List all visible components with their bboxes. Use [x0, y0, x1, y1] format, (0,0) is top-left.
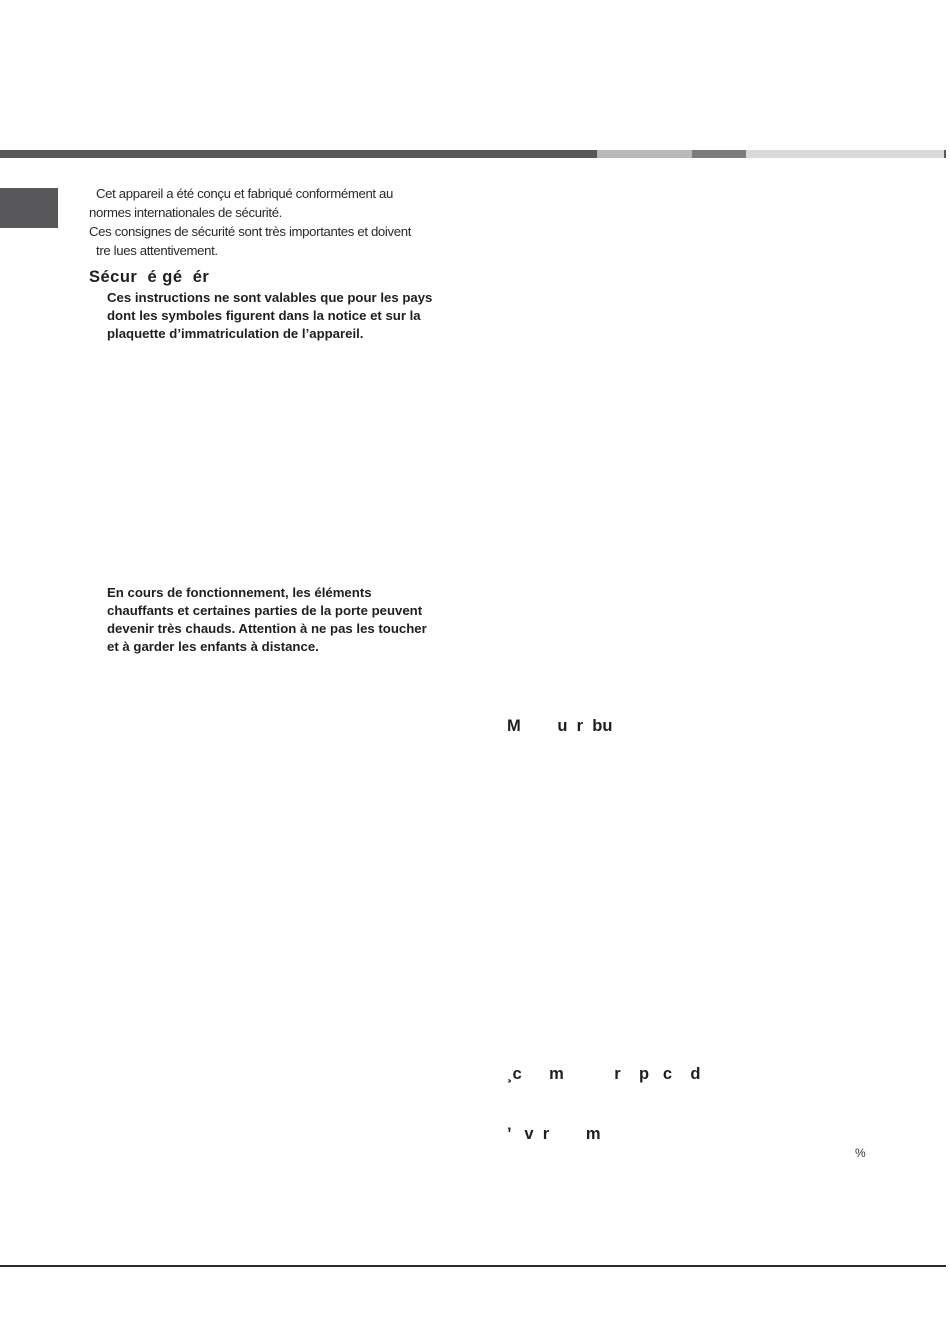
footer-rule	[0, 1265, 946, 1267]
intro-line: Ces consignes de sécurité sont très importantes et doivent	[89, 224, 412, 239]
header-band-light	[597, 150, 692, 158]
warning-line: et à garder les enfants à distance.	[107, 639, 319, 654]
language-tab	[0, 188, 58, 228]
notice-line: Ces instructions ne sont valables que pour les pays	[107, 290, 433, 305]
right-heading-1: M u r bu	[507, 717, 613, 735]
intro-text	[89, 184, 411, 260]
warning-paragraph	[107, 584, 427, 656]
right-heading-2-line: ’ v r m	[507, 1125, 601, 1143]
notice-line: dont les symboles figurent dans la notice et sur la	[107, 308, 421, 323]
right-heading-2-line: ¸c m r p c d	[507, 1065, 701, 1083]
percent-sign: %	[855, 1146, 866, 1160]
intro-line: tre lues attentivement.	[96, 243, 218, 258]
header-band-pale	[746, 150, 944, 158]
header-band-dark	[0, 150, 597, 158]
right-heading-2	[507, 1024, 700, 1164]
warning-line: En cours de fonctionnement, les éléments	[107, 585, 372, 600]
header-band-mid	[692, 150, 746, 158]
warning-line: chauffants et certaines parties de la porte peuvent	[107, 603, 423, 618]
notice-line: plaquette d’immatriculation de l’appareil.	[107, 326, 364, 341]
warning-line: devenir très chauds. Attention à ne pas les toucher	[107, 621, 427, 636]
intro-line: Cet appareil a été conçu et fabriqué conformément au	[96, 186, 394, 201]
header-band-end	[944, 150, 946, 158]
section-title: Sécur é gé ér	[89, 268, 210, 286]
notice-paragraph	[107, 289, 432, 343]
intro-line: normes internationales de sécurité.	[89, 205, 283, 220]
